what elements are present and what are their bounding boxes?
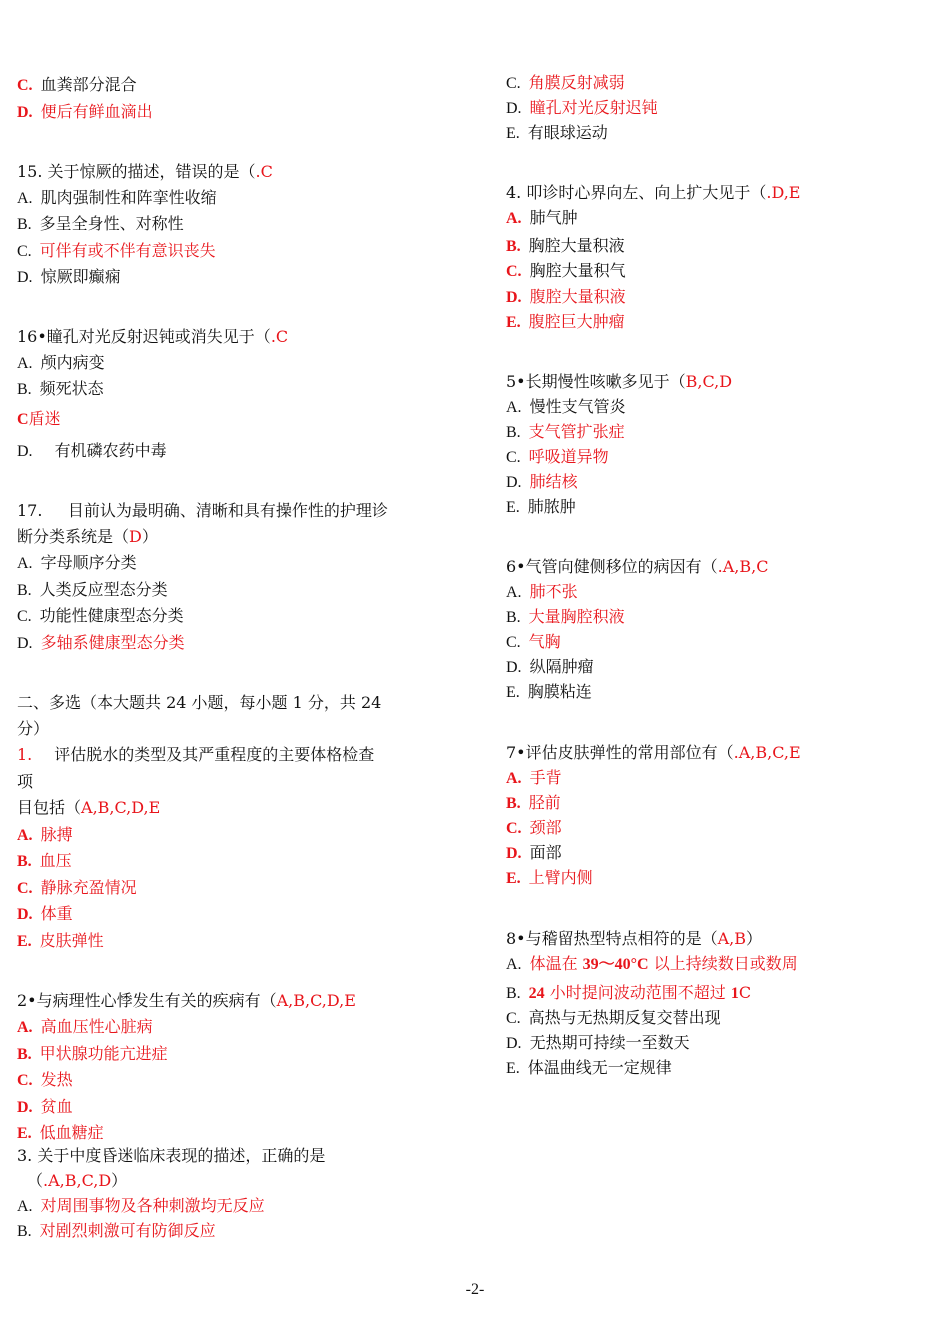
option-line: C. 颈部: [506, 818, 562, 837]
option-line: B. 甲状腺功能亢进症: [17, 1044, 168, 1063]
question-15: 15. 关于惊厥的描述，错误的是（.C: [17, 162, 273, 181]
option-line: E. 腹腔巨大肿瘤: [506, 312, 625, 331]
option-line: A. 体温在 39〜40°C 以上持续数日或数周: [506, 954, 798, 973]
answer-key: .A,B,C,E: [733, 743, 801, 762]
option-line: D. 纵隔肿瘤: [506, 657, 594, 676]
option-line: C. 血粪部分混合: [17, 75, 137, 94]
option-line: D. 体重: [17, 904, 73, 923]
option-line: C. 可伴有或不伴有意识丧失: [17, 241, 216, 260]
option-line: B. 24 小时提问波动范围不超过 1C: [506, 983, 752, 1002]
answer-key: .A,B,C: [717, 557, 769, 576]
option-line: A. 颅内病变: [17, 353, 105, 372]
question-m4: 4. 叩诊时心界向左、向上扩大见于（.D,E: [506, 183, 801, 202]
option-line: B. 多呈全身性、对称性: [17, 214, 184, 233]
question-m1: 1. 评估脱水的类型及其严重程度的主要体格检查: [17, 745, 375, 764]
question-m3: 3. 关于中度昏迷临床表现的描述，正确的是: [17, 1146, 326, 1165]
question-16: 16•瞳孔对光反射迟钝或消失见于（.C: [17, 327, 289, 346]
option-line: B. 胫前: [506, 793, 561, 812]
question-m7: 7•评估皮肤弹性的常用部位有（.A,B,C,E: [506, 743, 801, 762]
option-line: A. 慢性支气管炎: [506, 397, 626, 416]
question-m1-cont: 项: [17, 772, 34, 791]
option-line: D. 肺结核: [506, 472, 578, 491]
option-line: A. 肺不张: [506, 582, 578, 601]
question-m2: 2•与病理性心悸发生有关的疾病有（A,B,C,D,E: [17, 991, 356, 1010]
option-line: D. 瞳孔对光反射迟钝: [506, 98, 658, 117]
option-line: A. 高血压性心脏病: [17, 1017, 153, 1036]
option-line: B. 大量胸腔积液: [506, 607, 625, 626]
option-line: D. 有机磷农药中毒: [17, 441, 167, 460]
question-17-cont: 断分类系统是（D）: [17, 527, 158, 546]
option-line: B. 人类反应型态分类: [17, 580, 168, 599]
option-line: E. 有眼球运动: [506, 123, 608, 142]
answer-key: .A,B,C,D: [43, 1171, 112, 1190]
question-m6: 6•气管向健侧移位的病因有（.A,B,C: [506, 557, 769, 576]
answer-key: D: [129, 527, 142, 546]
answer-key: B,C,D: [685, 372, 733, 391]
option-line: D. 面部: [506, 843, 562, 862]
option-line: A. 脉搏: [17, 825, 73, 844]
option-line: B. 胸腔大量积液: [506, 236, 625, 255]
option-line: D. 便后有鲜血滴出: [17, 102, 153, 121]
section-heading-cont: 分）: [17, 719, 50, 738]
answer-key: A,B,C,D,E: [276, 991, 356, 1010]
option-line: E. 上臂内侧: [506, 868, 593, 887]
option-line: B. 频死状态: [17, 379, 104, 398]
option-line: E. 皮肤弹性: [17, 931, 104, 950]
option-line: B. 对剧烈刺激可有防御反应: [17, 1221, 216, 1240]
option-line: C. 胸腔大量积气: [506, 261, 626, 280]
option-line: A. 字母顺序分类: [17, 553, 137, 572]
option-line: C盾迷: [17, 409, 61, 428]
option-line: D. 惊厥即癫痫: [17, 267, 121, 286]
question-m8: 8•与稽留热型特点相符的是（A,B）: [506, 929, 763, 948]
question-m5: 5•长期慢性咳嗽多见于（B,C,D: [506, 372, 733, 391]
question-m3-cont: （.A,B,C,D）: [27, 1171, 128, 1190]
answer-key: .C: [270, 327, 289, 346]
option-line: C. 发热: [17, 1070, 73, 1089]
option-line: A. 手背: [506, 768, 562, 787]
option-line: A. 对周围事物及各种刺激均无反应: [17, 1196, 265, 1215]
option-line: D. 腹腔大量积液: [506, 287, 626, 306]
option-line: E. 体温曲线无一定规律: [506, 1058, 672, 1077]
answer-key: .C: [255, 162, 273, 181]
option-line: C. 静脉充盈情况: [17, 878, 137, 897]
answer-key: A,B,C,D,E: [81, 798, 161, 817]
option-line: C. 气胸: [506, 632, 561, 651]
section-heading: 二、多选（本大题共 24 小题，每小题 1 分，共 24: [17, 693, 382, 712]
option-line: C. 功能性健康型态分类: [17, 606, 184, 625]
option-line: B. 血压: [17, 851, 72, 870]
question-m1-cont: 目包括（A,B,C,D,E: [17, 798, 161, 817]
option-line: A. 肺气肿: [506, 208, 578, 227]
option-line: D. 多轴系健康型态分类: [17, 633, 185, 652]
option-line: D. 贫血: [17, 1097, 73, 1116]
answer-key: .D,E: [766, 183, 801, 202]
option-line: E. 肺脓肿: [506, 497, 576, 516]
option-line: B. 支气管扩张症: [506, 422, 625, 441]
option-line: D. 无热期可持续一至数天: [506, 1033, 690, 1052]
page-number: -2-: [465, 1281, 485, 1298]
option-line: C. 高热与无热期反复交替出现: [506, 1008, 721, 1027]
answer-key: A,B: [717, 929, 747, 948]
option-line: C. 角膜反射减弱: [506, 73, 625, 92]
question-17: 17. 目前认为最明确、清晰和具有操作性的护理诊: [17, 501, 388, 520]
option-line: C. 呼吸道异物: [506, 447, 609, 466]
option-line: E. 胸膜粘连: [506, 682, 592, 701]
option-line: E. 低血糖症: [17, 1123, 104, 1142]
option-line: A. 肌肉强制性和阵挛性收缩: [17, 188, 217, 207]
